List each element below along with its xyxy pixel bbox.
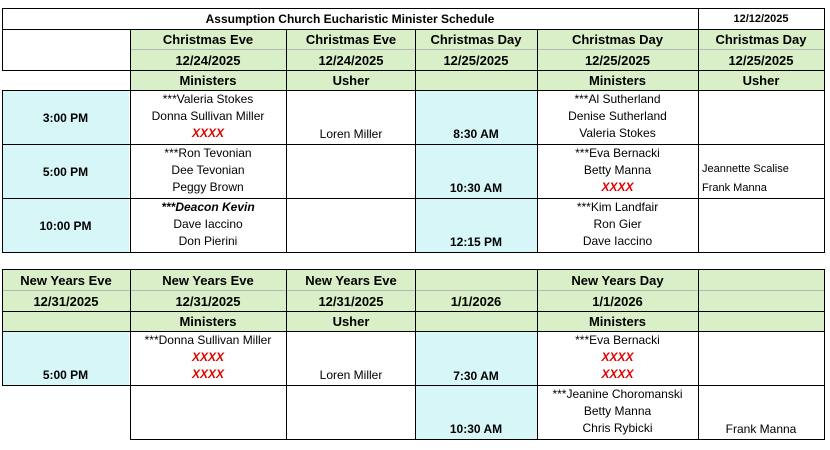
usher-name: Loren Miller xyxy=(319,367,383,382)
column-role: Ministers xyxy=(588,313,647,329)
minister-name: Betty Manna xyxy=(583,163,652,177)
minister-name: Peggy Brown xyxy=(172,180,244,194)
minister-name: Don Pierini xyxy=(178,234,238,248)
minister-list xyxy=(537,145,698,196)
column-header: Christmas Eve xyxy=(305,32,397,47)
minister-name: ***Jeanine Choromanski xyxy=(552,387,683,401)
column-role: Ministers xyxy=(179,72,237,88)
grid-line xyxy=(824,269,825,440)
grid-line xyxy=(2,385,825,386)
usher-name: Loren Miller xyxy=(319,126,383,141)
grid-line xyxy=(415,269,416,440)
open-slot: XXXX xyxy=(601,367,634,381)
minister-name: ***Deacon Kevin xyxy=(161,200,255,214)
minister-name: ***Ron Tevonian xyxy=(164,146,252,160)
grid-line xyxy=(2,331,825,332)
column-date: 1/1/2026 xyxy=(592,293,643,309)
mass-time: 5:00 PM xyxy=(42,367,89,382)
mass-time: 10:00 PM xyxy=(39,218,92,233)
grid-line xyxy=(415,29,416,253)
grid-line xyxy=(286,29,287,253)
open-slot: XXXX xyxy=(601,180,634,194)
minister-name: Valeria Stokes xyxy=(579,126,656,140)
minister-name: Dee Tevonian xyxy=(171,163,245,177)
column-date: 1/1/2026 xyxy=(450,293,502,309)
minister-name: ***Kim Landfair xyxy=(576,200,659,214)
grid-line xyxy=(130,439,825,440)
minister-name: Betty Manna xyxy=(583,404,652,418)
minister-list xyxy=(537,386,698,437)
mass-time: 7:30 AM xyxy=(453,368,499,383)
minister-list xyxy=(130,145,286,196)
column-role: Usher xyxy=(332,72,370,88)
minister-name: ***Valeria Stokes xyxy=(162,92,254,106)
grid-line xyxy=(824,8,825,253)
mass-time: 5:00 PM xyxy=(42,164,89,179)
grid-line xyxy=(698,8,699,253)
column-date: 12/31/2025 xyxy=(318,293,384,309)
grid-line xyxy=(286,269,287,440)
column-role: Ministers xyxy=(179,313,237,329)
column-date: 12/25/2025 xyxy=(443,52,509,68)
minister-list xyxy=(130,91,286,142)
grid-line xyxy=(2,8,3,71)
column-role: Usher xyxy=(332,313,370,329)
grid-line xyxy=(537,269,538,440)
usher-name: Frank Manna xyxy=(702,182,767,194)
grid-line xyxy=(2,269,3,386)
column-header: New Years Eve xyxy=(305,272,397,288)
grid-line xyxy=(2,90,3,253)
open-slot: XXXX xyxy=(191,126,224,140)
minister-list xyxy=(130,332,286,383)
grid-line xyxy=(130,269,131,440)
grid-line xyxy=(2,70,825,71)
minister-list xyxy=(130,199,286,250)
column-date: 12/24/2025 xyxy=(318,52,384,68)
grid-line xyxy=(2,198,825,199)
column-header: New Years Day xyxy=(571,272,664,288)
column-header: New Years Eve xyxy=(162,272,254,288)
open-slot: XXXX xyxy=(191,350,224,364)
minister-name: ***Donna Sullivan Miller xyxy=(144,333,272,347)
column-date: 12/31/2025 xyxy=(175,293,241,309)
column-date: 12/25/2025 xyxy=(728,52,794,68)
minister-list xyxy=(537,91,698,142)
open-slot: XXXX xyxy=(191,367,224,381)
grid-line xyxy=(2,29,825,30)
column-date: 12/25/2025 xyxy=(584,52,651,68)
minister-name: Dave Iaccino xyxy=(173,217,243,231)
mass-time: 12:15 PM xyxy=(449,234,503,249)
schedule-title: Assumption Church Eucharistic Minister Schedule xyxy=(205,11,495,26)
grid-line xyxy=(2,311,825,312)
column-date: 12/24/2025 xyxy=(175,52,241,68)
minister-name: Chris Rybicki xyxy=(582,421,653,435)
grid-line xyxy=(2,144,825,145)
grid-line xyxy=(2,252,825,253)
column-role: Usher xyxy=(742,72,780,88)
minister-name: Ron Gier xyxy=(593,217,642,231)
grid-line xyxy=(2,8,825,9)
mass-time: 10:30 AM xyxy=(449,421,503,436)
minister-name: ***Eva Bernacki xyxy=(575,146,660,160)
grid-line xyxy=(537,29,538,253)
grid-line xyxy=(2,290,825,291)
grid-line xyxy=(130,29,131,253)
minister-list xyxy=(537,332,698,383)
column-role: Ministers xyxy=(588,72,647,88)
column-header: Christmas Day xyxy=(571,32,664,47)
minister-name: ***Al Sutherland xyxy=(574,92,661,106)
usher-name: Frank Manna xyxy=(725,421,797,436)
column-header: Christmas Day xyxy=(715,32,807,47)
minister-list xyxy=(537,199,698,250)
column-header: Christmas Day xyxy=(430,32,522,47)
minister-name: ***Eva Bernacki xyxy=(575,333,660,347)
open-slot: XXXX xyxy=(601,350,634,364)
column-header: New Years Eve xyxy=(20,272,112,288)
column-date: 12/31/2025 xyxy=(33,293,99,309)
grid-line xyxy=(130,49,825,50)
minister-name: Denise Sutherland xyxy=(568,109,667,123)
minister-name: Donna Sullivan Miller xyxy=(151,109,265,123)
grid-line xyxy=(2,90,825,91)
minister-name: Dave Iaccino xyxy=(582,234,653,248)
mass-time: 10:30 AM xyxy=(449,180,503,195)
grid-line xyxy=(698,269,699,440)
grid-line xyxy=(2,269,825,270)
usher-name: Jeannette Scalise xyxy=(702,163,789,175)
mass-time: 3:00 PM xyxy=(42,110,89,125)
column-header: Christmas Eve xyxy=(162,32,254,47)
mass-time: 8:30 AM xyxy=(453,126,499,141)
print-date: 12/12/2025 xyxy=(733,12,789,25)
